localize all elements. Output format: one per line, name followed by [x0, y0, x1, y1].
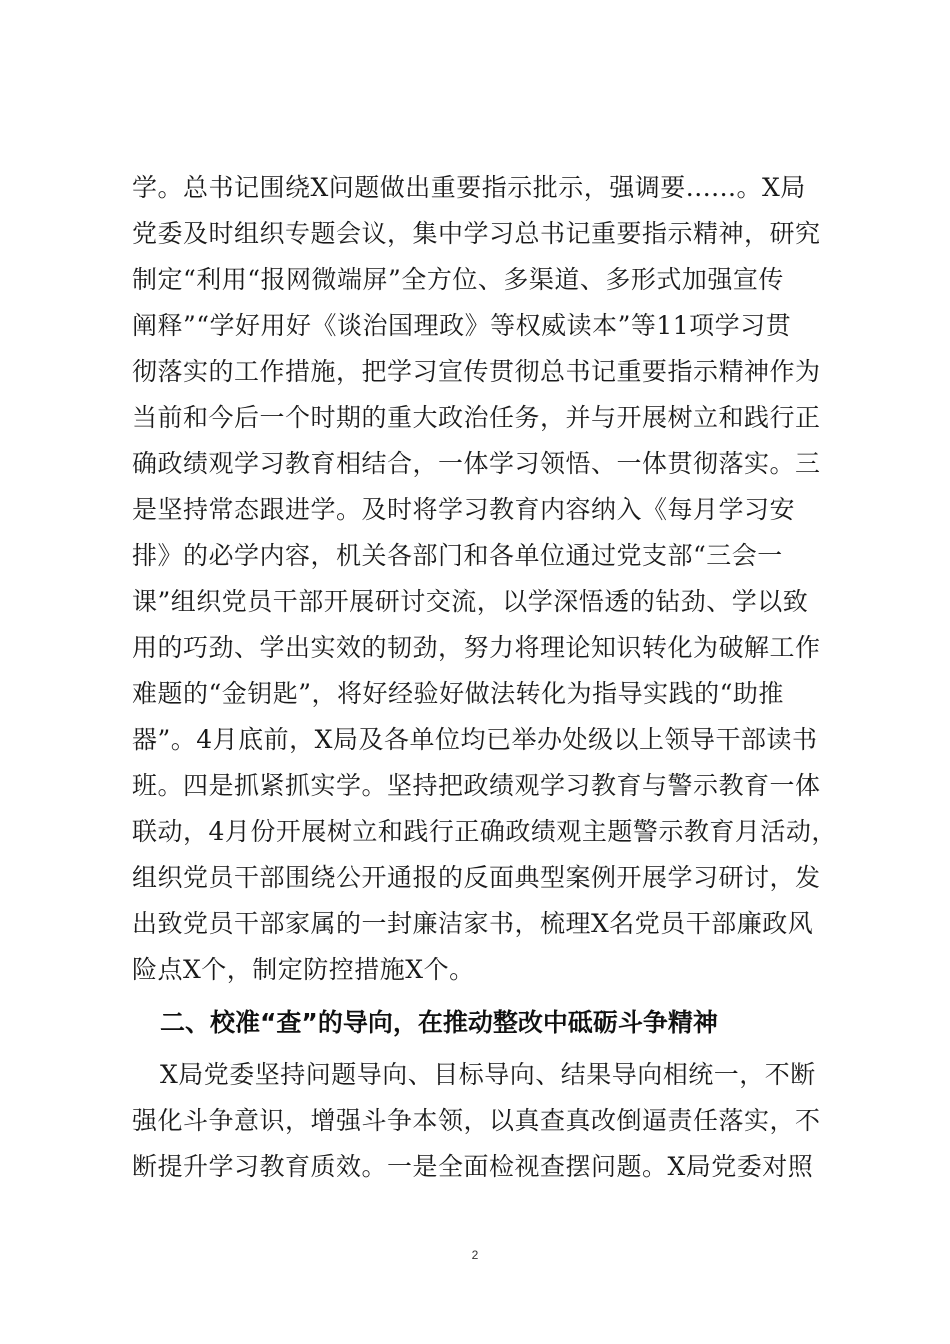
page-number: 2: [471, 1248, 479, 1262]
body-text-line: 制定“利用“报网微端屏”全方位、多渠道、多形式加强宣传: [132, 265, 784, 294]
body-text-line: 强化斗争意识，增强斗争本领，以真查真改倒逼责任落实，不: [132, 1106, 821, 1135]
body-text-line: 确政绩观学习教育相结合，一体学习领悟、一体贯彻落实。三: [132, 449, 821, 478]
body-text-line: 联动，4月份开展树立和践行正确政绩观主题警示教育月活动，: [132, 817, 837, 846]
body-text-line: 班。四是抓紧抓实学。坚持把政绩观学习教育与警示教育一体: [132, 771, 821, 800]
section-heading: 二、校准“查”的导向，在推动整改中砥砺斗争精神: [160, 1008, 718, 1037]
body-text-line: 排》的必学内容，机关各部门和各单位通过党支部“三会一: [132, 541, 783, 570]
body-text-line: X局党委坚持问题导向、目标导向、结果导向相统一，不断: [160, 1060, 816, 1089]
body-text-line: 组织党员干部围绕公开通报的反面典型案例开展学习研讨，发: [132, 863, 821, 892]
body-text-line: 党委及时组织专题会议，集中学习总书记重要指示精神，研究: [132, 219, 821, 248]
body-text-line: 彻落实的工作措施，把学习宣传贯彻总书记重要指示精神作为: [132, 357, 821, 386]
body-text-line: 险点X个，制定防控措施X个。: [132, 955, 475, 984]
body-text-line: 阐释”“学好用好《谈治国理政》等权威读本”等11项学习贯: [132, 311, 792, 340]
body-text-line: 是坚持常态跟进学。及时将学习教育内容纳入《每月学习安: [132, 495, 796, 524]
body-text-line: 断提升学习教育质效。一是全面检视查摆问题。X局党委对照: [132, 1152, 814, 1181]
body-text-line: 器”。4月底前，X局及各单位均已举办处级以上领导干部读书: [132, 725, 818, 754]
body-text-line: 难题的“金钥匙”，将好经验好做法转化为指导实践的“助推: [132, 679, 784, 708]
body-text-line: 学。总书记围绕X问题做出重要指示批示，强调要......。X局: [132, 173, 806, 202]
body-text-line: 课”组织党员干部开展研讨交流，以学深悟透的钻劲、学以致: [132, 587, 809, 616]
body-text-line: 出致党员干部家属的一封廉洁家书，梳理X名党员干部廉政风: [132, 909, 814, 938]
body-text-line: 用的巧劲、学出实效的韧劲，努力将理论知识转化为破解工作: [132, 633, 821, 662]
body-text-line: 当前和今后一个时期的重大政治任务，并与开展树立和践行正: [132, 403, 821, 432]
